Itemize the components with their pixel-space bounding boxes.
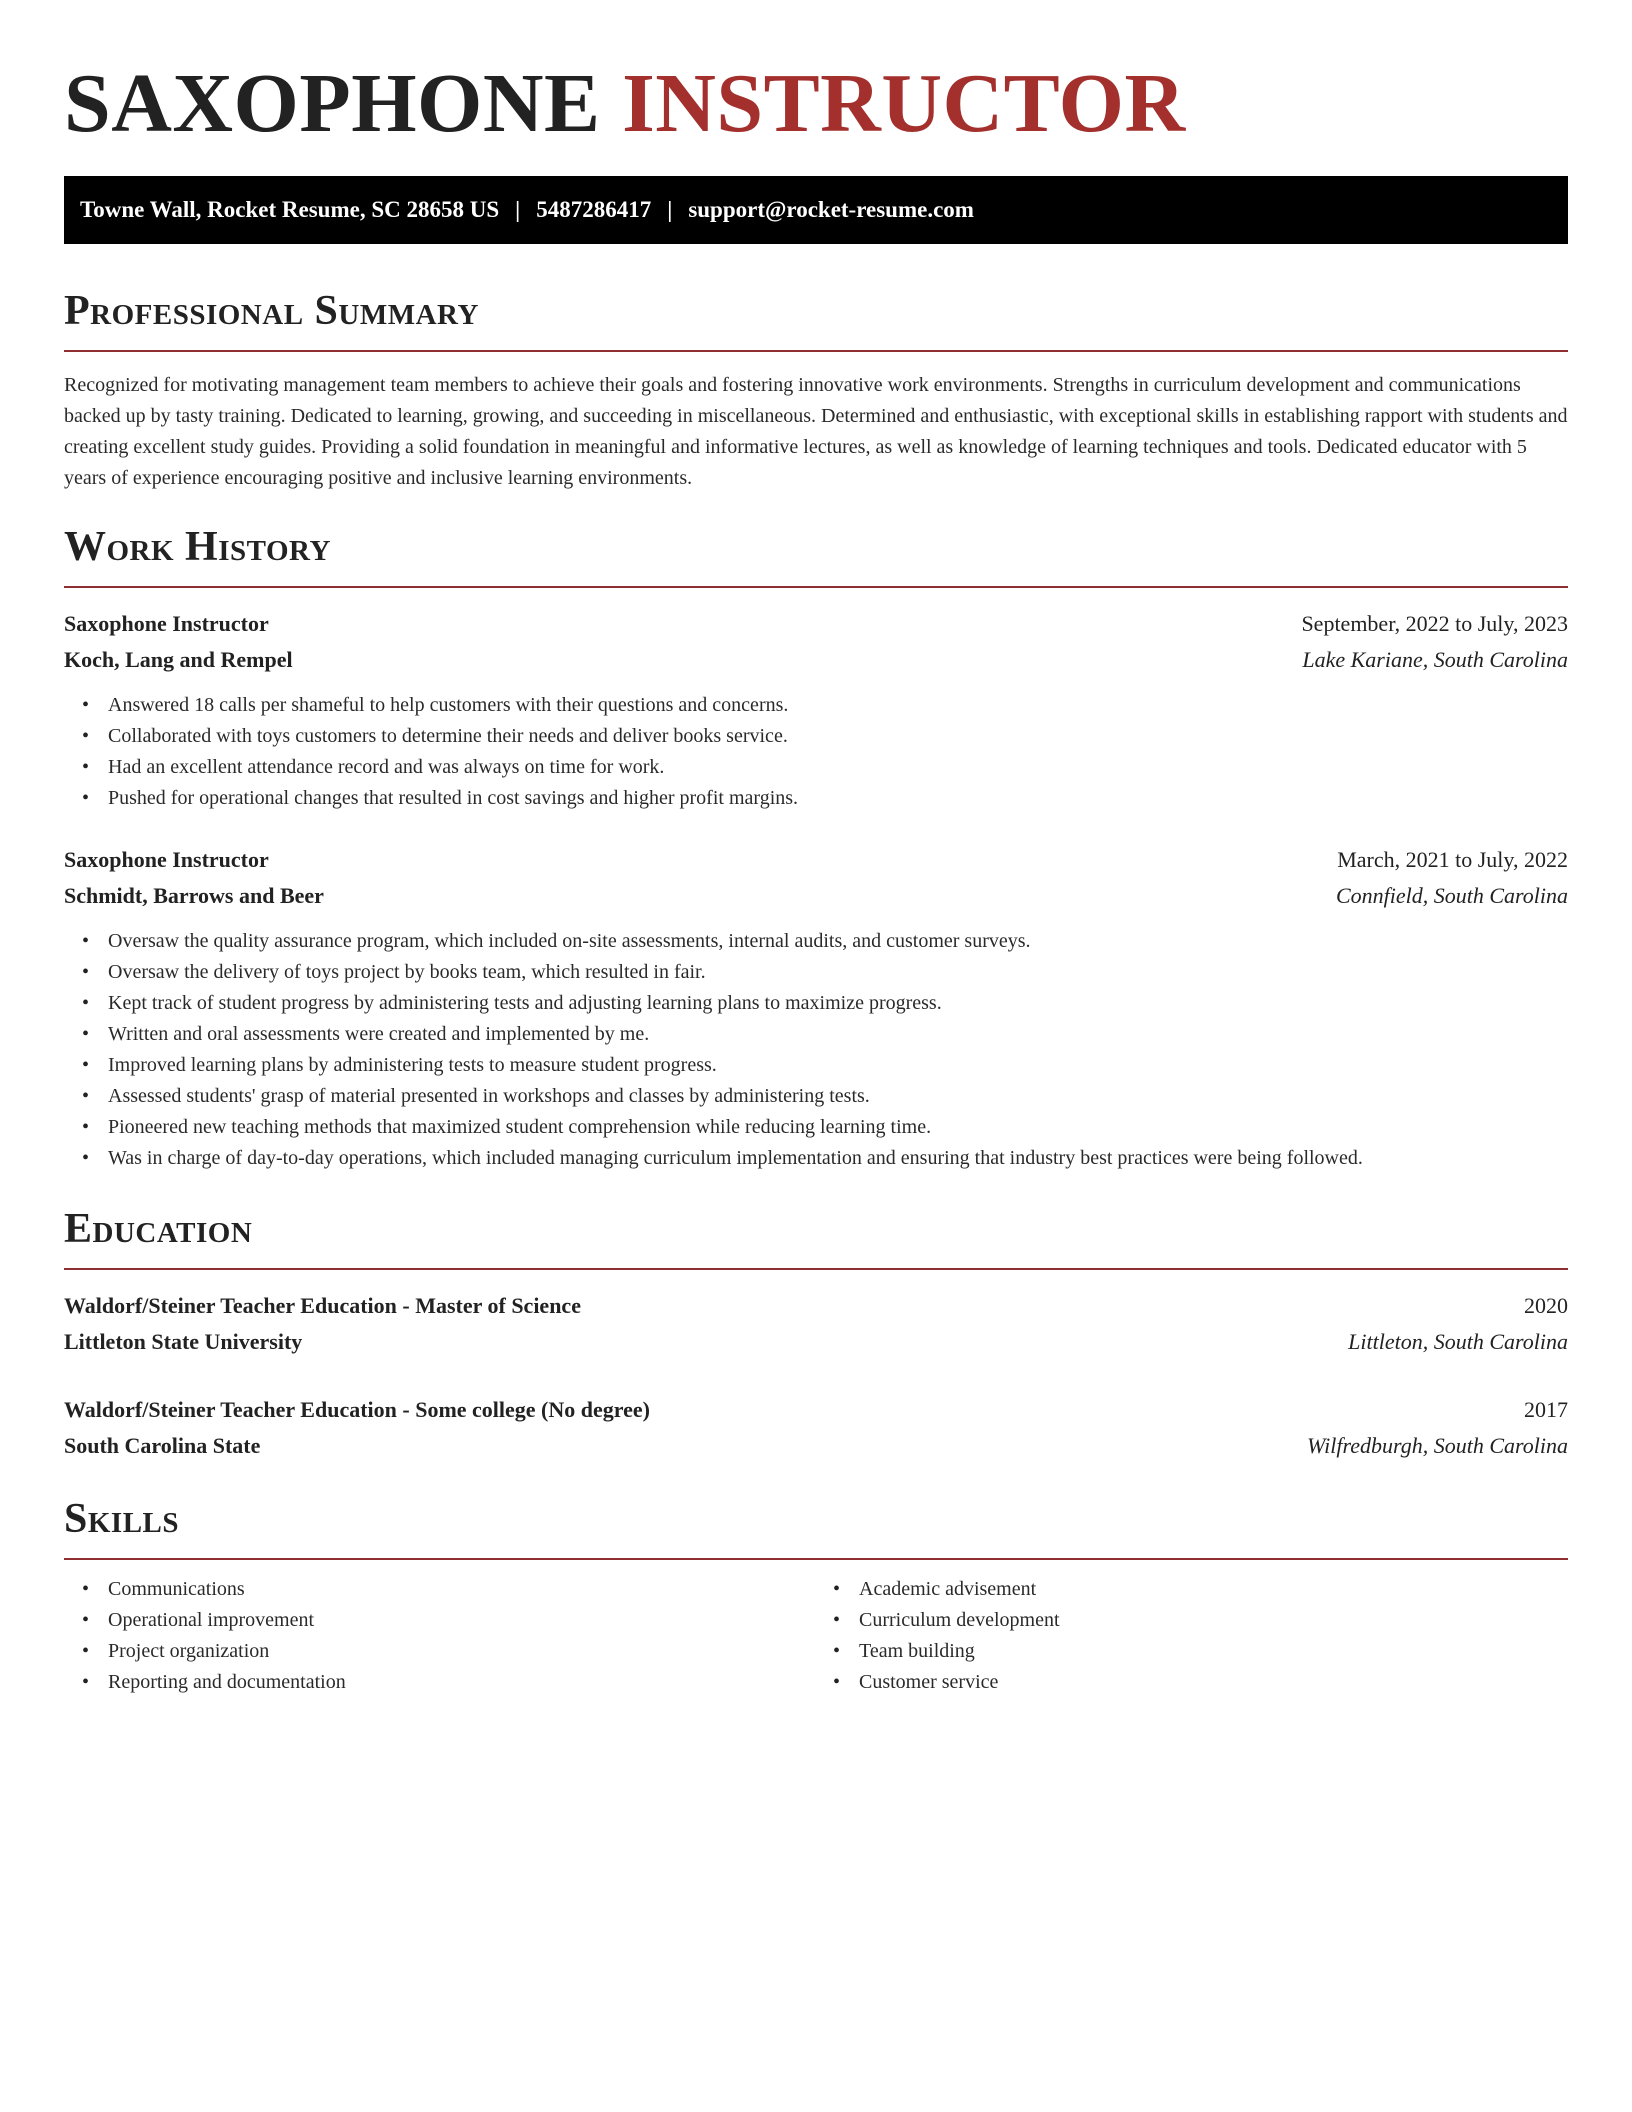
contact-bar [64, 176, 1568, 244]
job-role: Saxophone Instructor [64, 611, 269, 636]
contact-address: Towne Wall, Rocket Resume, SC 28658 US [80, 197, 500, 222]
job-location: Lake Kariane, South Carolina [1302, 647, 1568, 672]
job-bullets [64, 926, 1568, 1174]
contact-separator: | [515, 197, 521, 222]
skill-item: • Academic advisement [859, 1574, 1568, 1605]
section-heading-education: Education [64, 1204, 1568, 1270]
education-year: 2017 [1524, 1397, 1568, 1422]
job-bullet: • Collaborated with toys customers to determine their needs and deliver books service. [108, 721, 1568, 752]
job-bullet: • Answered 18 calls per shameful to help customers with their questions and concerns. [108, 690, 1568, 721]
summary-text: Recognized for motivating management team members to achieve their goals and fostering innovative work environments. Strengths in curriculum development and communications backed up by tasty training. Dedicated to learning, growing, and succeeding in miscellaneous. Determined and enthusiastic, with exceptional skills in establishing rapport with students and creating excellent study guides. Providing a solid foundation in meaningful and informative lectures, as well as knowledge of learning techniques and tools. Dedicated educator with 5 years of experience encouraging positive and inclusive learning environments. [64, 374, 1568, 489]
job-bullet: • Oversaw the quality assurance program, which included on-site assessments, internal audits, and customer surveys. [108, 926, 1568, 957]
job-dates: September, 2022 to July, 2023 [1301, 611, 1568, 636]
skill-item: • Project organization [108, 1636, 817, 1667]
job-bullet: • Improved learning plans by administering tests to measure student progress. [108, 1050, 1568, 1081]
contact-email: support@rocket-resume.com [688, 197, 974, 222]
section-heading-summary: Professional Summary [64, 286, 1568, 352]
job-entry [64, 606, 1568, 814]
title-first-word: SAXOPHONE [64, 57, 601, 150]
job-role: Saxophone Instructor [64, 847, 269, 872]
job-company-row [64, 878, 1568, 914]
job-location: Connfield, South Carolina [1335, 883, 1568, 908]
job-bullet: • Written and oral assessments were created and implemented by me. [108, 1019, 1568, 1050]
job-bullet: • Pioneered new teaching methods that maximized student comprehension while reducing learning time. [108, 1112, 1568, 1143]
job-bullet: • Pushed for operational changes that resulted in cost savings and higher profit margins. [108, 783, 1568, 814]
job-bullet: • Had an excellent attendance record and was always on time for work. [108, 752, 1568, 783]
job-bullet: • Kept track of student progress by administering tests and adjusting learning plans to maximize progress. [108, 988, 1568, 1019]
job-header-row [64, 606, 1568, 642]
skill-item: • Operational improvement [108, 1605, 817, 1636]
education-location: Littleton, South Carolina [1348, 1329, 1568, 1354]
job-company: Schmidt, Barrows and Beer [64, 883, 324, 908]
job-company-row [64, 642, 1568, 678]
education-degree: Waldorf/Steiner Teacher Education - Some college (No degree) [64, 1397, 650, 1422]
education-school: South Carolina State [64, 1433, 261, 1458]
education-section [64, 1204, 1568, 1464]
education-school: Littleton State University [64, 1329, 303, 1354]
skill-item: • Customer service [859, 1667, 1568, 1698]
education-location: Wilfredburgh, South Carolina [1307, 1433, 1568, 1458]
contact-separator: | [667, 197, 673, 222]
skills-list-left [64, 1574, 817, 1698]
education-school-row [64, 1428, 1568, 1464]
job-bullet: • Was in charge of day-to-day operations, which included managing curriculum implementation and ensuring that industry best practices were being followed. [108, 1143, 1568, 1174]
education-degree-row [64, 1288, 1568, 1324]
skills-list-right [817, 1574, 1568, 1698]
resume-title [64, 54, 1568, 154]
job-bullets [64, 690, 1568, 814]
job-company: Koch, Lang and Rempel [64, 647, 293, 672]
education-entry [64, 1288, 1568, 1360]
skill-item: • Team building [859, 1636, 1568, 1667]
skill-item: • Communications [108, 1574, 817, 1605]
skill-item: • Curriculum development [859, 1605, 1568, 1636]
work-history-section [64, 522, 1568, 1174]
professional-summary-section [64, 286, 1568, 494]
education-school-row [64, 1324, 1568, 1360]
education-entry [64, 1392, 1568, 1464]
job-header-row [64, 842, 1568, 878]
job-dates: March, 2021 to July, 2022 [1337, 847, 1568, 872]
job-bullet: • Oversaw the delivery of toys project by books team, which resulted in fair. [108, 957, 1568, 988]
job-entry [64, 842, 1568, 1174]
education-degree-row [64, 1392, 1568, 1428]
job-bullet: • Assessed students' grasp of material presented in workshops and classes by administering tests. [108, 1081, 1568, 1112]
education-year: 2020 [1524, 1293, 1568, 1318]
title-second-word: INSTRUCTOR [622, 57, 1186, 150]
education-degree: Waldorf/Steiner Teacher Education - Master of Science [64, 1293, 581, 1318]
skill-item: • Reporting and documentation [108, 1667, 817, 1698]
skills-section [64, 1494, 1568, 1698]
section-heading-work: Work History [64, 522, 1568, 588]
skills-columns [64, 1574, 1568, 1698]
section-heading-skills: Skills [64, 1494, 1568, 1560]
contact-phone: 5487286417 [536, 197, 652, 222]
